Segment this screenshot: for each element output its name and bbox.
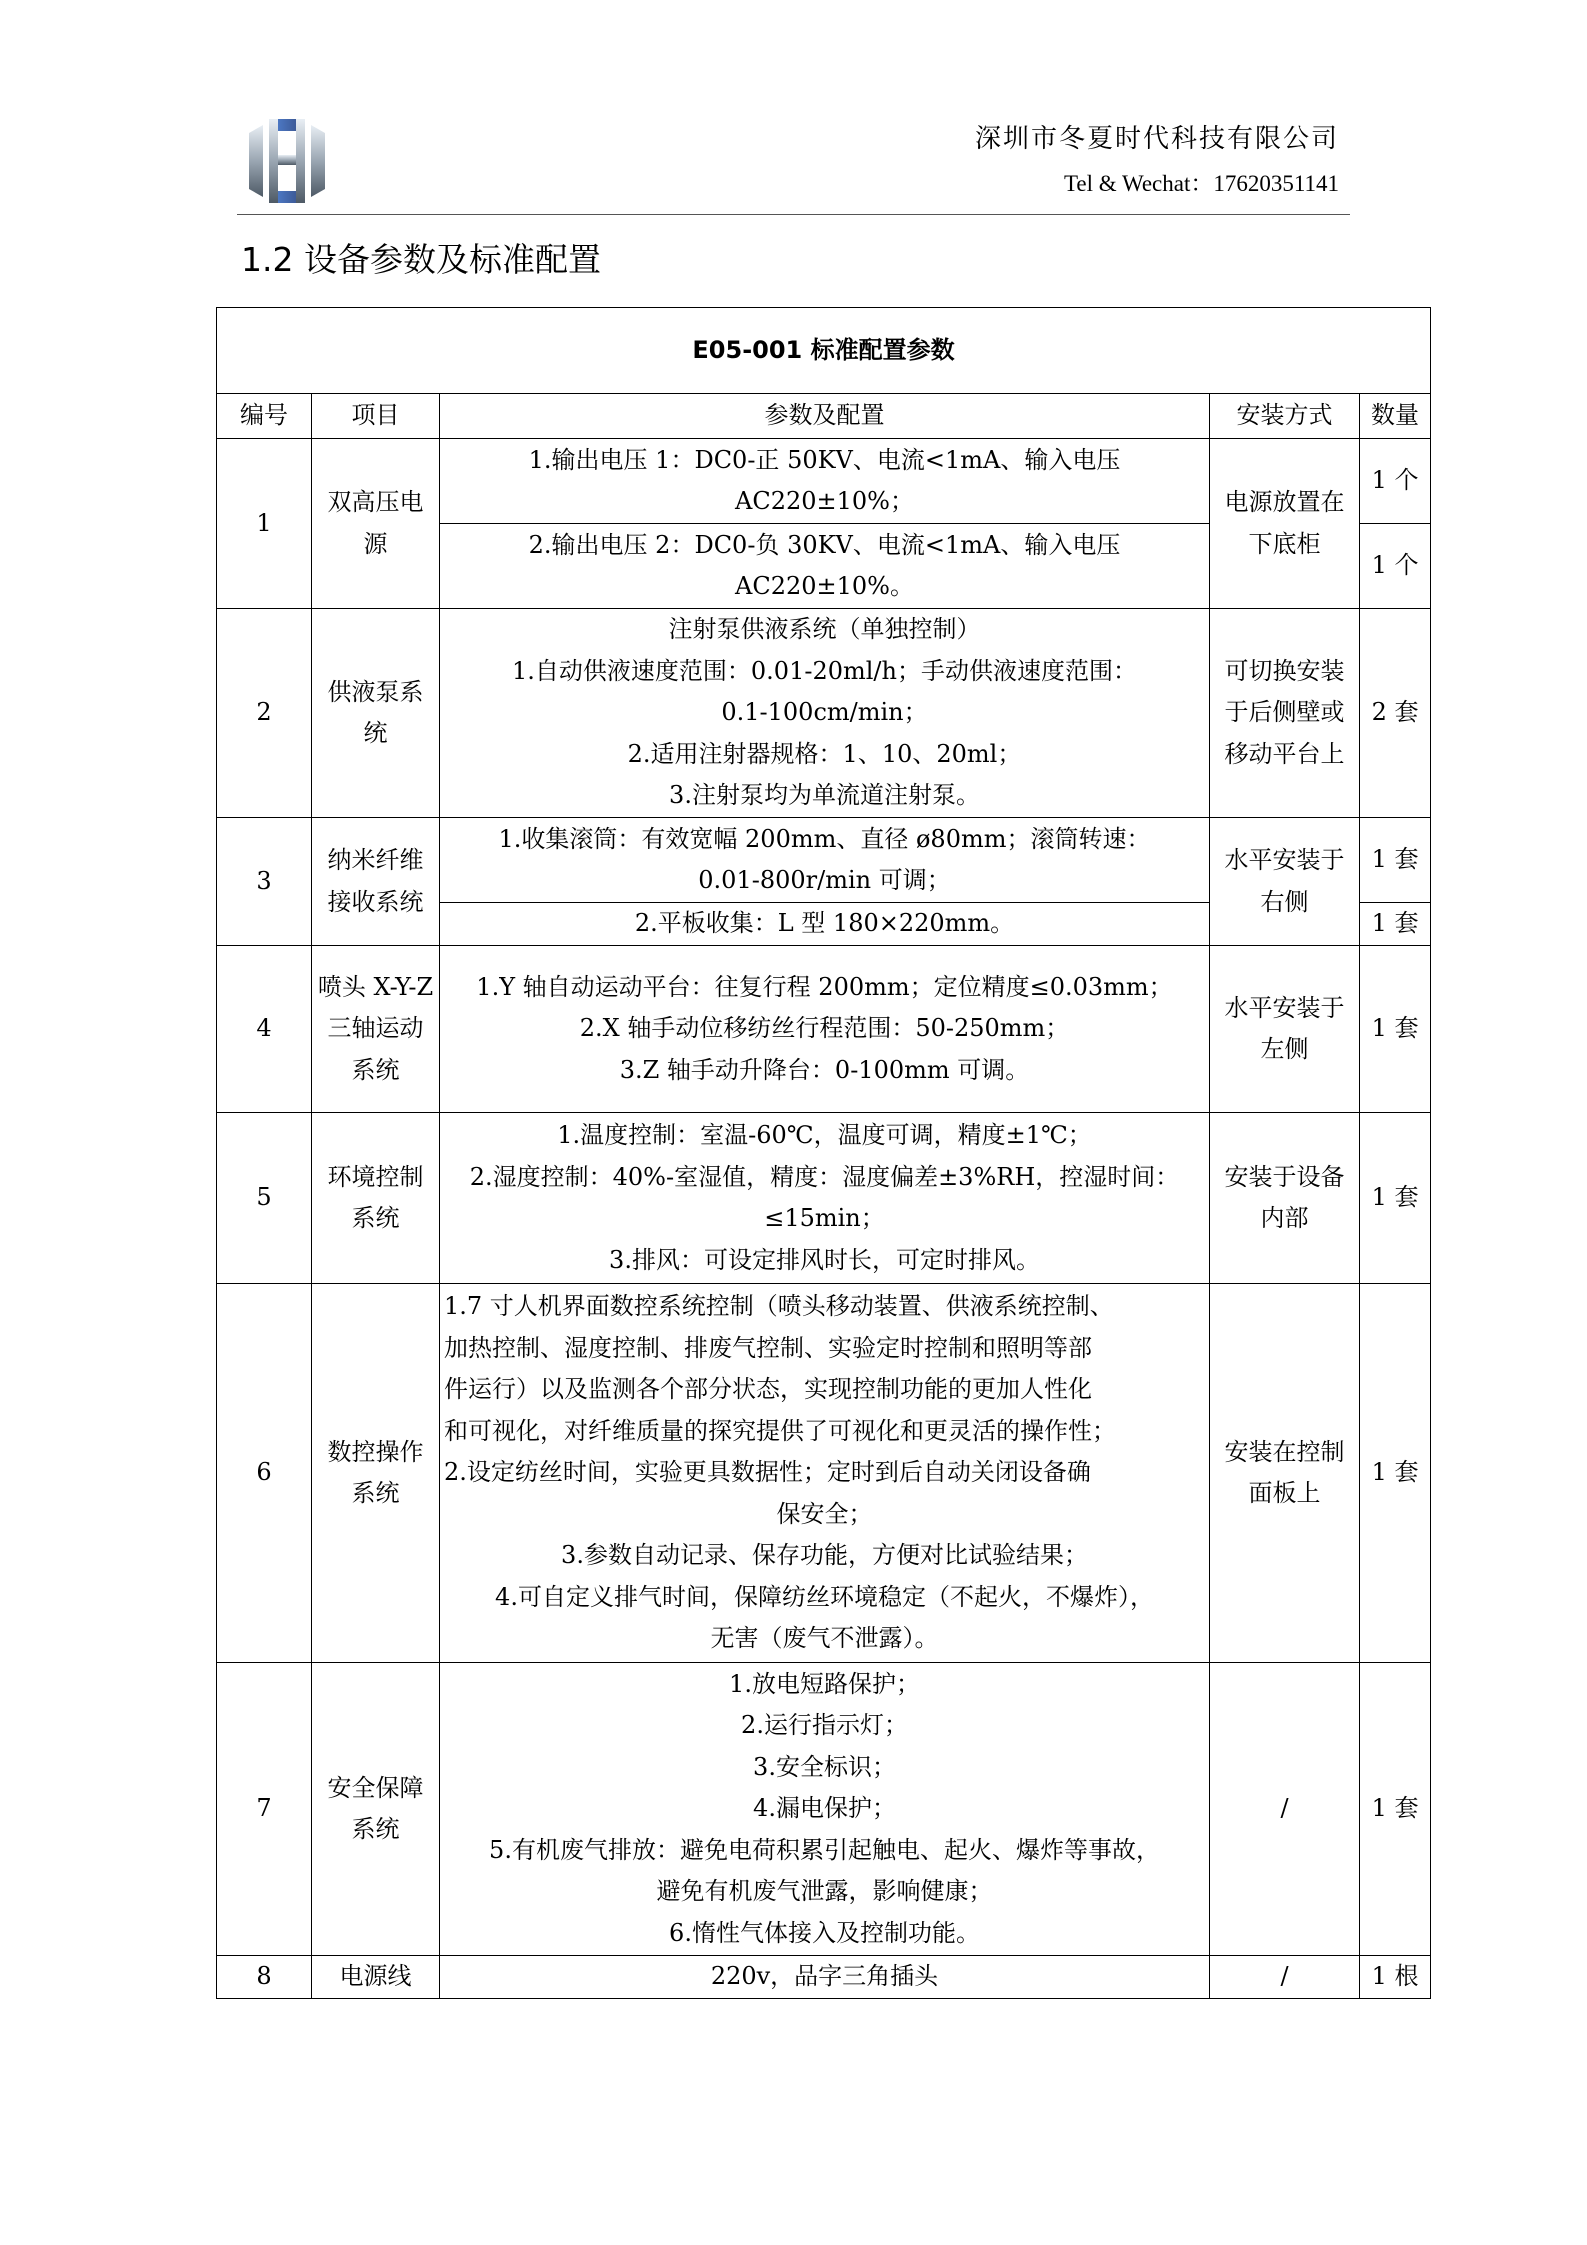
header-divider <box>237 214 1350 215</box>
row-install: / <box>1210 1956 1360 1999</box>
row-item: 电源线 <box>312 1956 440 1999</box>
row-qty: 1 套 <box>1360 1113 1431 1284</box>
row-install: 电源放置在下底柜 <box>1210 439 1360 609</box>
company-logo <box>237 111 337 211</box>
row-qty: 1 个 <box>1360 439 1431 524</box>
row-item: 纳米纤维接收系统 <box>312 818 440 946</box>
param-line: 3.排风：可设定排风时长，可定时排风。 <box>609 1245 1040 1274</box>
row-number: 1 <box>217 439 312 609</box>
param-line: 3.注射泵均为单流道注射泵。 <box>669 781 980 810</box>
param-line: 1.7 寸人机界面数控系统控制（喷头移动装置、供液系统控制、 <box>444 1292 1114 1321</box>
row-params <box>440 946 1210 1113</box>
table-caption: E05-001 标准配置参数 <box>217 308 1431 394</box>
param-line: 2.X 轴手动位移纺丝行程范围：50-250mm； <box>579 1014 1070 1043</box>
row-number: 7 <box>217 1663 312 1956</box>
param-line: 2.设定纺丝时间，实验更具数据性；定时到后自动关闭设备确 <box>444 1458 1091 1487</box>
param-line: 5.有机废气排放：避免电荷积累引起触电、起火、爆炸等事故， <box>489 1835 1160 1864</box>
row-install: 水平安装于右侧 <box>1210 818 1360 946</box>
param-line: 2.湿度控制：40%-室湿值，精度：湿度偏差±3%RH，控湿时间： <box>469 1162 1180 1191</box>
header-qty: 数量 <box>1360 394 1431 439</box>
row-params <box>440 818 1210 903</box>
row-param: 220v，品字三角插头 <box>440 1956 1210 1999</box>
row-install: 安装在控制面板上 <box>1210 1284 1360 1663</box>
header-params: 参数及配置 <box>440 394 1210 439</box>
row-params <box>440 1284 1210 1663</box>
row-number: 2 <box>217 609 312 818</box>
header-item: 项目 <box>312 394 440 439</box>
row-qty: 2 套 <box>1360 609 1431 818</box>
param-line: 加热控制、湿度控制、排废气控制、实验定时控制和照明等部 <box>444 1333 1092 1362</box>
param-line: 无害（废气不泄露）。 <box>710 1624 939 1653</box>
row-qty: 1 根 <box>1360 1956 1431 1999</box>
row-item: 双高压电源 <box>312 439 440 609</box>
param-line: ≤15min； <box>764 1204 885 1232</box>
param-line: 3.参数自动记录、保存功能，方便对比试验结果； <box>561 1541 1088 1570</box>
table-row <box>217 439 1431 524</box>
param-line: 2.运行指示灯； <box>741 1711 908 1740</box>
row-number: 5 <box>217 1113 312 1284</box>
row-install: / <box>1210 1663 1360 1956</box>
param-line: 和可视化，对纤维质量的探究提供了可视化和更灵活的操作性； <box>444 1416 1116 1445</box>
row-params <box>440 1113 1210 1284</box>
param-line: 4.可自定义排气时间，保障纺丝环境稳定（不起火，不爆炸）， <box>495 1582 1154 1611</box>
param-line: 6.惰性气体接入及控制功能。 <box>669 1918 980 1947</box>
param-line: 2.适用注射器规格：1、10、20ml； <box>627 739 1022 768</box>
row-qty: 1 套 <box>1360 1284 1431 1663</box>
row-item: 环境控制系统 <box>312 1113 440 1284</box>
row-qty: 1 套 <box>1360 903 1431 946</box>
row-number: 6 <box>217 1284 312 1663</box>
param-line: 件运行）以及监测各个部分状态，实现控制功能的更加人性化 <box>444 1375 1092 1404</box>
param-line: 1.Y 轴自动运动平台：往复行程 200mm；定位精度≤0.03mm； <box>476 972 1173 1001</box>
contact-info: Tel & Wechat：17620351141 <box>1063 171 1339 196</box>
row-param: 1.输出电压 1：DC0-正 50KV、电流<1mA、输入电压 AC220±10%； <box>440 439 1210 524</box>
row-qty: 1 个 <box>1360 524 1431 609</box>
param-line: 4.漏电保护； <box>753 1794 896 1823</box>
row-install: 安装于设备内部 <box>1210 1113 1360 1284</box>
row-number: 3 <box>217 818 312 946</box>
row-qty: 1 套 <box>1360 1663 1431 1956</box>
table-row <box>217 609 1431 818</box>
param-line: 1.放电短路保护； <box>729 1669 920 1698</box>
param-line: 避免有机废气泄露，影响健康； <box>656 1877 993 1906</box>
row-param: 2.输出电压 2：DC0-负 30KV、电流<1mA、输入电压 AC220±10%。 <box>440 524 1210 609</box>
param-line: 0.1-100cm/min； <box>721 698 928 727</box>
table-row <box>217 946 1431 1113</box>
section-title: 1.2 设备参数及标准配置 <box>241 240 601 279</box>
param-line: 3.安全标识； <box>753 1752 896 1781</box>
row-install: 可切换安装于后侧壁或移动平台上 <box>1210 609 1360 818</box>
row-params <box>440 609 1210 818</box>
row-param: 2.平板收集：L 型 180×220mm。 <box>440 903 1210 946</box>
spec-table <box>216 307 1431 1999</box>
row-number: 4 <box>217 946 312 1113</box>
header-install: 安装方式 <box>1210 394 1360 439</box>
table-row <box>217 1284 1431 1663</box>
row-install: 水平安装于左侧 <box>1210 946 1360 1113</box>
param-line: 3.Z 轴手动升降台：0-100mm 可调。 <box>619 1055 1030 1084</box>
row-number: 8 <box>217 1956 312 1999</box>
row-item: 数控操作系统 <box>312 1284 440 1663</box>
row-qty: 1 套 <box>1360 818 1431 903</box>
row-item: 喷头 X-Y-Z 三轴运动系统 <box>312 946 440 1113</box>
param-line: 注射泵供液系统（单独控制） <box>668 615 981 644</box>
row-params <box>440 1663 1210 1956</box>
table-row <box>217 1663 1431 1956</box>
param-line: 0.01-800r/min 可调； <box>698 866 951 894</box>
header-no: 编号 <box>217 394 312 439</box>
table-row <box>217 1956 1431 1999</box>
param-line: 1.收集滚筒：有效宽幅 200mm、直径 ø80mm；滚筒转速： <box>498 824 1151 853</box>
table-header-row <box>217 394 1431 439</box>
param-line: 1.自动供液速度范围：0.01-20ml/h；手动供液速度范围： <box>512 656 1137 685</box>
row-item: 安全保障系统 <box>312 1663 440 1956</box>
table-row <box>217 1113 1431 1284</box>
param-line: 1.温度控制：室温-60℃，温度可调，精度±1℃； <box>557 1121 1092 1149</box>
company-name: 深圳市冬夏时代科技有限公司 <box>974 124 1339 154</box>
param-line: 保安全； <box>776 1499 873 1528</box>
row-qty: 1 套 <box>1360 946 1431 1113</box>
row-item: 供液泵系统 <box>312 609 440 818</box>
table-row <box>217 818 1431 903</box>
